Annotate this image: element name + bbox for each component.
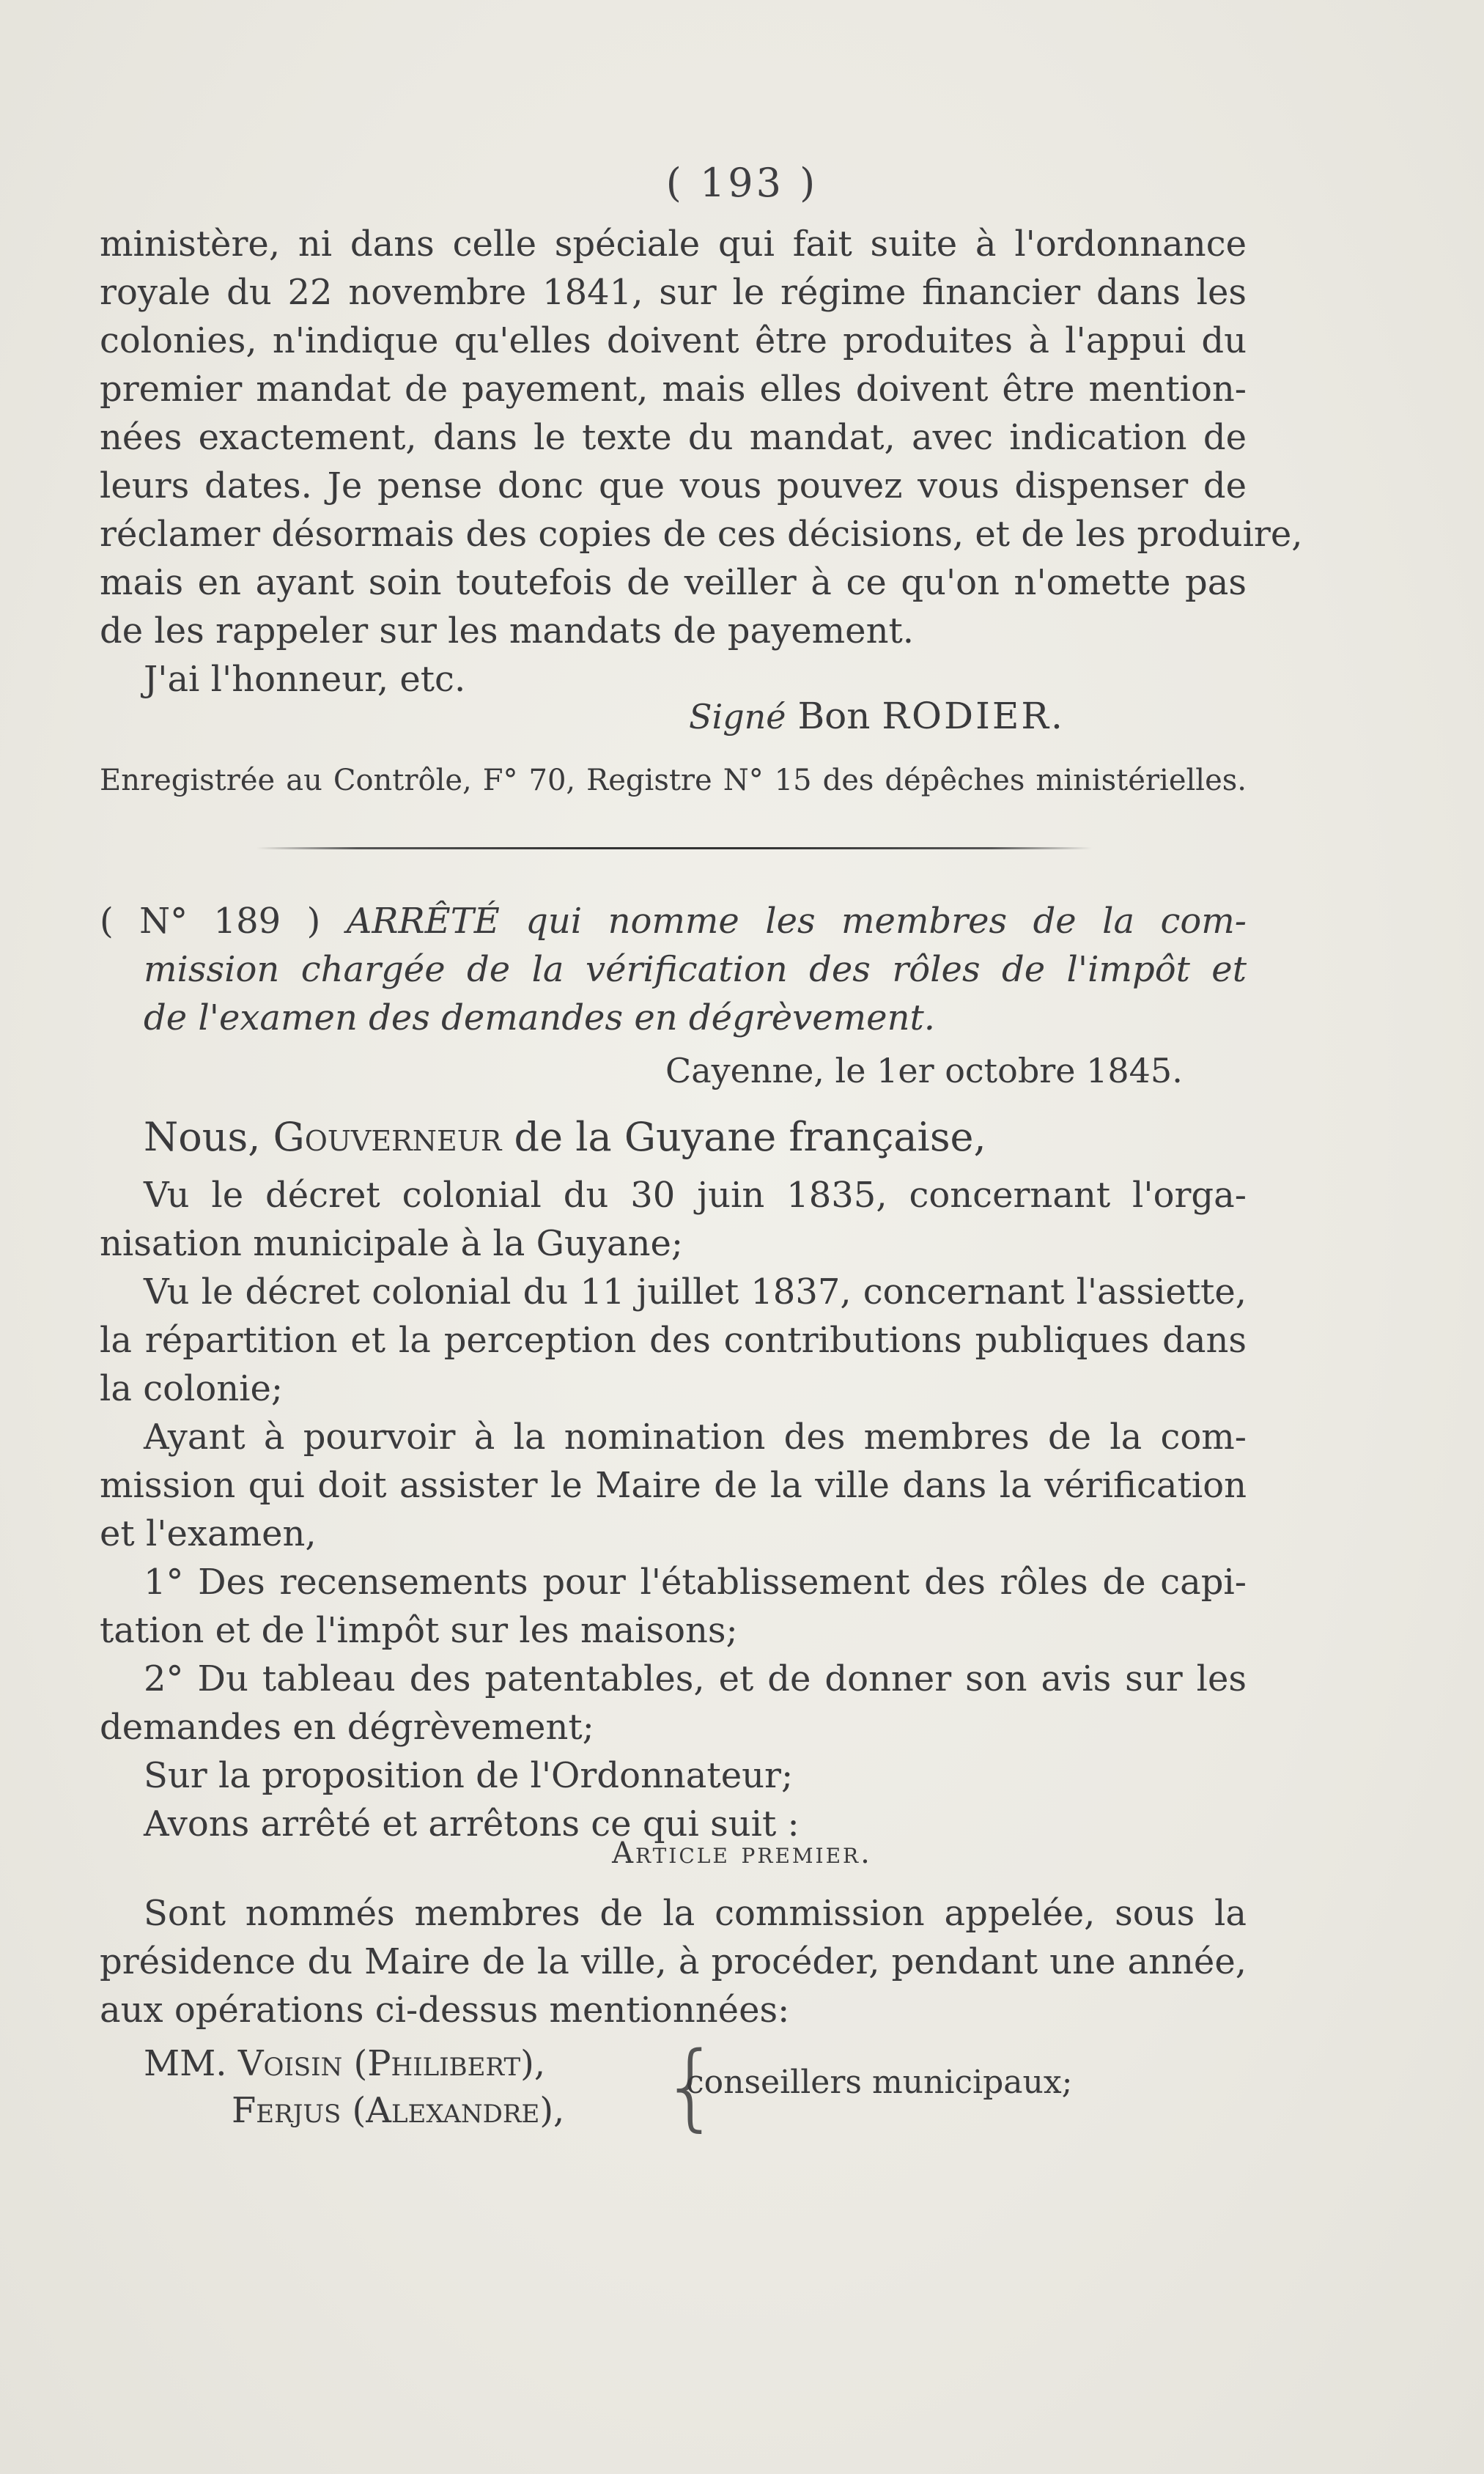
paragraph-dispatch <box>100 220 1303 704</box>
article-body <box>100 1889 1247 2034</box>
members-role: conseillers municipaux; <box>686 2064 1073 2101</box>
signature-prefix: Signé <box>689 697 786 736</box>
text-line: Vu le décret colonial du 11 juillet 1837, concernant l'assiette, <box>144 1271 1247 1312</box>
text-line: tation et de l'impôt sur les maisons; <box>100 1610 738 1651</box>
text-line: de les rappeler sur les mandats de payement. <box>100 610 915 651</box>
preamble-body <box>100 1171 1247 1848</box>
arrete-title-line: de l'examen des demandes en dégrèvement. <box>144 997 936 1038</box>
text-line: colonies, n'indique qu'elles doivent être produites à l'appui du <box>100 320 1247 361</box>
text-line: Sont nommés membres de la commission appelée, sous la <box>144 1893 1247 1934</box>
text-line: nisation municipale à la Guyane; <box>100 1223 684 1264</box>
members-prefix: MM. <box>144 2043 227 2084</box>
registration-note: Enregistrée au Contrôle, F° 70, Registre N° 15 des dépêches ministérielles. <box>100 764 1247 797</box>
text-line: ministère, ni dans celle spéciale qui fait suite à l'ordonnance <box>100 224 1247 265</box>
article-heading: Article premier. <box>612 1836 872 1870</box>
text-line: demandes en dégrèvement; <box>100 1707 594 1748</box>
preamble-suffix: de la Guyane française, <box>514 1114 986 1160</box>
member-name: Voisin (Philibert), <box>237 2043 546 2084</box>
text-line: présidence du Maire de la ville, à procéder, pendant une année, <box>100 1941 1247 1982</box>
preamble-title: Gouverneur <box>273 1114 502 1160</box>
preamble-prefix: Nous, <box>144 1114 261 1160</box>
dateline: Cayenne, le 1er octobre 1845. <box>665 1051 1183 1090</box>
text-line: premier mandat de payement, mais elles doivent être mention- <box>100 369 1247 410</box>
member-name: Ferjus (Alexandre), <box>232 2090 565 2131</box>
text-line: et l'examen, <box>100 1513 317 1554</box>
preamble-heading <box>144 1114 986 1160</box>
text-line: réclamer désormais des copies de ces décisions, et de les produire, <box>100 514 1303 555</box>
signature-name: RODIER. <box>882 695 1065 737</box>
members-list <box>144 2032 1073 2141</box>
arrete-number: ( N° 189 ) <box>100 901 321 942</box>
arrete-heading <box>100 897 1247 1042</box>
signature <box>689 695 1065 737</box>
signature-title: Bon <box>797 695 871 737</box>
arrete-title-line: ARRÊTÉ qui nomme les membres de la com- <box>346 901 1247 942</box>
text-line: Avons arrêté et arrêtons ce qui suit : <box>144 1803 800 1845</box>
text-line: la répartition et la perception des contributions publiques dans <box>100 1320 1247 1361</box>
text-line: 2° Du tableau des patentables, et de donner son avis sur les <box>144 1658 1247 1699</box>
text-line: royale du 22 novembre 1841, sur le régime financier dans les <box>100 272 1247 313</box>
text-line: la colonie; <box>100 1368 284 1409</box>
text-line: nées exactement, dans le texte du mandat, avec indication de <box>100 417 1247 458</box>
text-line: Ayant à pourvoir à la nomination des membres de la com- <box>144 1417 1247 1458</box>
text-line: Vu le décret colonial du 30 juin 1835, concernant l'orga- <box>144 1175 1247 1216</box>
text-line: aux opérations ci-dessus mentionnées: <box>100 1990 790 2031</box>
text-line: mais en ayant soin toutefois de veiller à ce qu'on n'omette pas <box>100 562 1247 603</box>
closing-line: J'ai l'honneur, etc. <box>144 659 466 700</box>
text-line: leurs dates. Je pense donc que vous pouvez vous dispenser de <box>100 465 1247 506</box>
brace-icon: { <box>661 2032 721 2141</box>
text-line: Sur la proposition de l'Ordonnateur; <box>144 1755 794 1796</box>
page-number: ( 193 ) <box>665 160 819 206</box>
text-line: 1° Des recensements pour l'établissement des rôles de capi- <box>144 1562 1247 1603</box>
text-line: mission qui doit assister le Maire de la ville dans la vérification <box>100 1465 1247 1506</box>
arrete-title-line: mission chargée de la vérification des rôles de l'impôt et <box>144 949 1247 990</box>
section-divider <box>256 847 1092 849</box>
